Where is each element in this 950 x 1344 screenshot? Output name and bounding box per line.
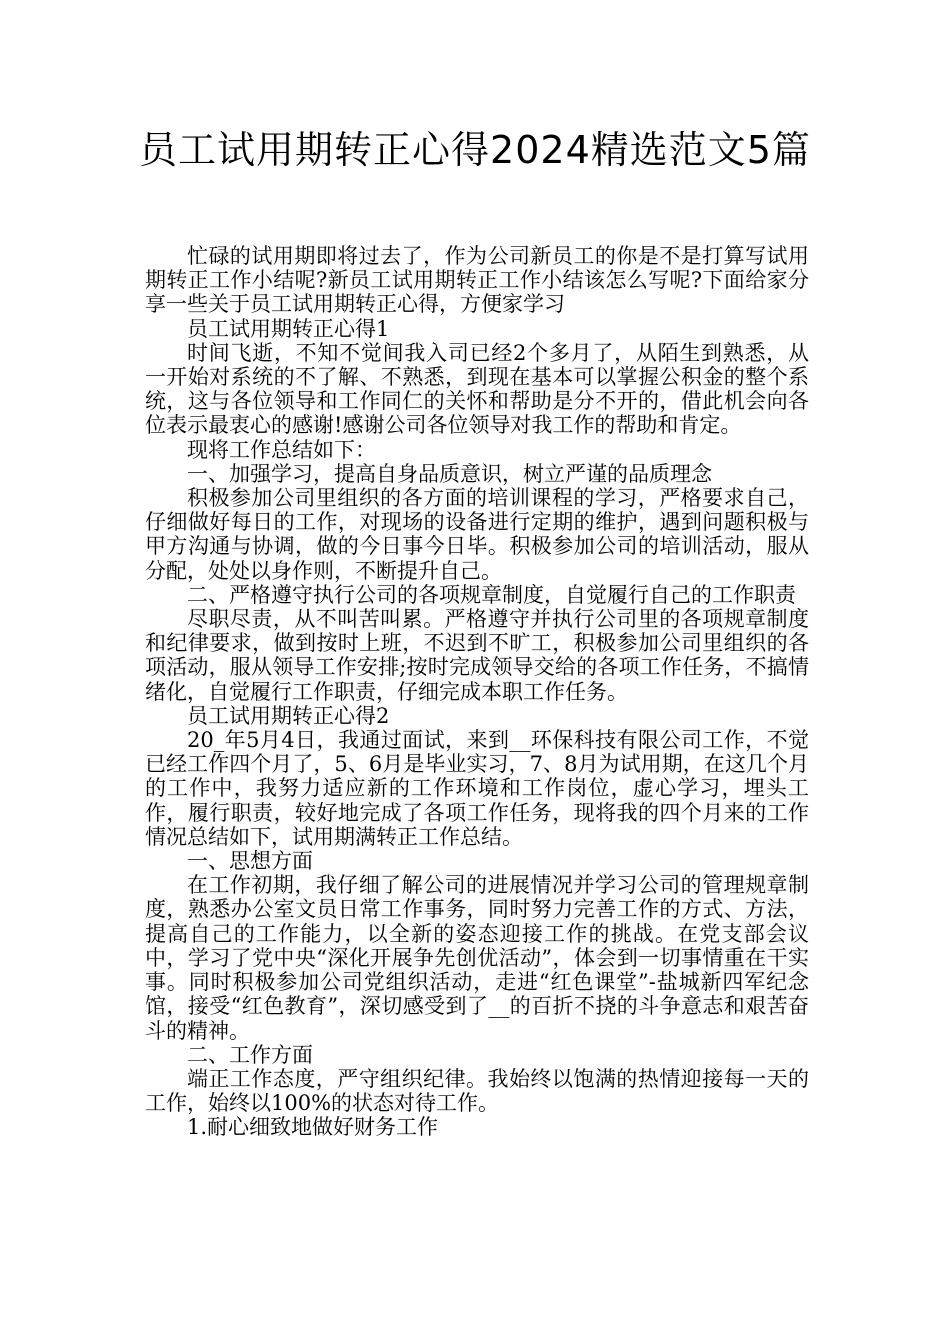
paragraph-subheading: 二、严格遵守执行公司的各项规章制度，自觉履行自己的工作职责 [187, 582, 796, 607]
paragraph: 积极参加公司里组织的各方面的培训课程的学习，严格要求自己，仔细做好每日的工作，对现场的设备进行定期的维护，遇到问题积极与甲方沟通与协调，做的今日事今日毕。积极参加公司的培训活动，服从分配，处处以身作则，不断提升自己。 [145, 486, 809, 583]
paragraph-subheading: 一、加强学习，提高自身品质意识，树立严谨的品质理念 [187, 461, 712, 486]
paragraph-intro: 忙碌的试用期即将过去了，作为公司新员工的你是不是打算写试用期转正工作小结呢?新员工试用期转正工作小结该怎么写呢?下面给家分享一些关于员工试用期转正心得，方便家学习 [145, 244, 809, 317]
paragraph: 在工作初期，我仔细了解公司的进展情况并学习公司的管理规章制度，熟悉办公室文员日常工作事务，同时努力完善工作的方式、方法，提高自己的工作能力，以全新的姿态迎接工作的挑战。在党支部会议中，学习了党中央“深化开展争先创优活动”，体会到一切事情重在干实事。同时积极参加公司党组织活动，走进“红色课堂”-盐城新四军纪念馆，接受“红色教育”，深切感受到了__的百折不挠的斗争意志和艰苦奋斗的精神。 [145, 873, 809, 1043]
paragraph-subheading: 一、思想方面 [187, 849, 313, 874]
paragraph-heading-1: 员工试用期转正心得1 [187, 316, 390, 341]
document-body [145, 244, 809, 1140]
paragraph-subheading: 1.耐心细致地做好财务工作 [187, 1115, 439, 1140]
paragraph-heading-2: 员工试用期转正心得2 [187, 703, 390, 728]
paragraph: 尽职尽责，从不叫苦叫累。严格遵守并执行公司里的各项规章制度和纪律要求，做到按时上班，不迟到不旷工，积极参加公司里组织的各项活动，服从领导工作安排;按时完成领导交给的各项工作任务，不搞情绪化，自觉履行工作职责，仔细完成本职工作任务。 [145, 607, 809, 704]
paragraph: 20_年5月4日，我通过面试，来到__环保科技有限公司工作，不觉已经工作四个月了，5、6月是毕业实习，7、8月为试用期，在这几个月的工作中，我努力适应新的工作环境和工作岗位，虚心学习，埋头工作，履行职责，较好地完成了各项工作任务，现将我的四个月来的工作情况总结如下，试用期满转正工作总结。 [145, 728, 809, 849]
document-title: 员工试用期转正心得2024精选范文5篇 [139, 128, 811, 172]
paragraph: 端正工作态度，严守组织纪律。我始终以饱满的热情迎接每一天的工作，始终以100%的状态对待工作。 [145, 1066, 809, 1116]
paragraph-subheading: 二、工作方面 [187, 1042, 313, 1067]
paragraph: 时间飞逝，不知不觉间我入司已经2个多月了，从陌生到熟悉，从一开始对系统的不了解、不熟悉，到现在基本可以掌握公积金的整个系统，这与各位领导和工作同仁的关怀和帮助是分不开的，借此机会向各位表示最衷心的感谢!感谢公司各位领导对我工作的帮助和肯定。 [145, 340, 809, 438]
paragraph: 现将工作总结如下： [187, 437, 376, 462]
